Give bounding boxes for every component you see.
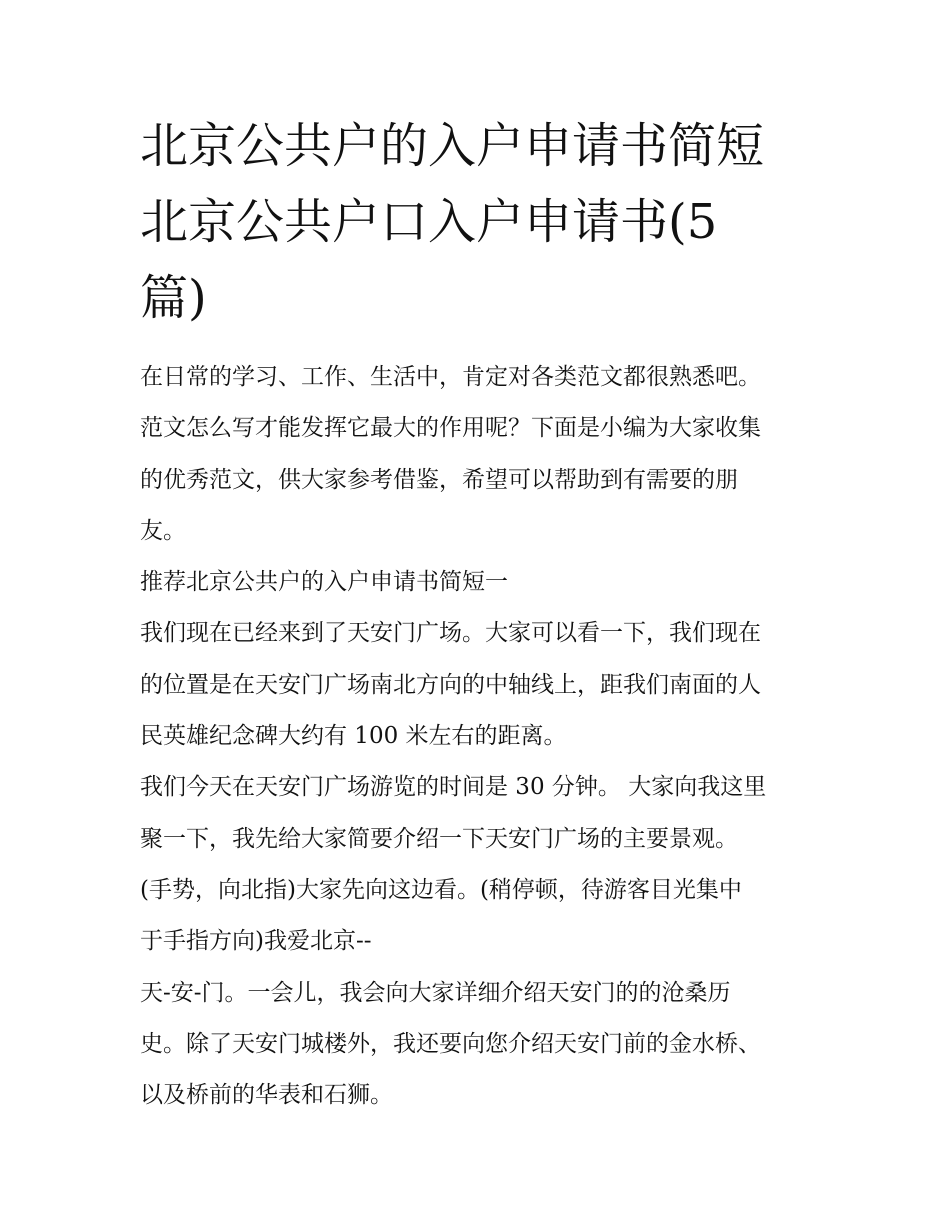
body-line-2: 范文怎么写才能发挥它最大的作用呢？下面是小编为大家收集 (140, 415, 761, 442)
title-line-2: 北京公共户口入户申请书(5 (140, 194, 718, 250)
body-line-8: 民英雄纪念碑大约有 100 米左右的距离。 (140, 723, 567, 750)
body-line-1: 在日常的学习、工作、生活中，肯定对各类范文都很熟悉吧。 (140, 364, 761, 390)
title-line-1: 北京公共户的入户申请书简短 (140, 118, 765, 174)
body-line-12: 于手指方向)我爱北京-- (140, 928, 372, 955)
body-line-14: 史。除了天安门城楼外，我还要向您介绍天安门前的金水桥、 (140, 1030, 761, 1057)
title-line-3: 篇) (140, 270, 207, 326)
body-line-9: 我们今天在天安门广场游览的时间是 30 分钟。 大家向我这里 (140, 774, 767, 801)
body-line-7: 的位置是在天安门广场南北方向的中轴线上，距我们南面的人 (140, 671, 761, 698)
body-line-13: 天-安-门。一会儿，我会向大家详细介绍天安门的的沧桑历 (140, 979, 731, 1006)
body-line-10: 聚一下，我先给大家简要介绍一下天安门广场的主要景观。 (140, 825, 738, 852)
body-line-4: 友。 (140, 517, 186, 544)
body-line-6: 我们现在已经来到了天安门广场。大家可以看一下，我们现在 (140, 620, 761, 647)
document-body (140, 352, 830, 1121)
document-title (140, 108, 820, 336)
body-line-15: 以及桥前的华表和石狮。 (140, 1082, 393, 1109)
body-line-11: (手势，向北指)大家先向这边看。(稍停顿，待游客目光集中 (140, 876, 742, 903)
body-line-3: 的优秀范文，供大家参考借鉴，希望可以帮助到有需要的朋 (140, 466, 738, 493)
section-heading: 推荐北京公共户的入户申请书简短一 (140, 569, 508, 596)
